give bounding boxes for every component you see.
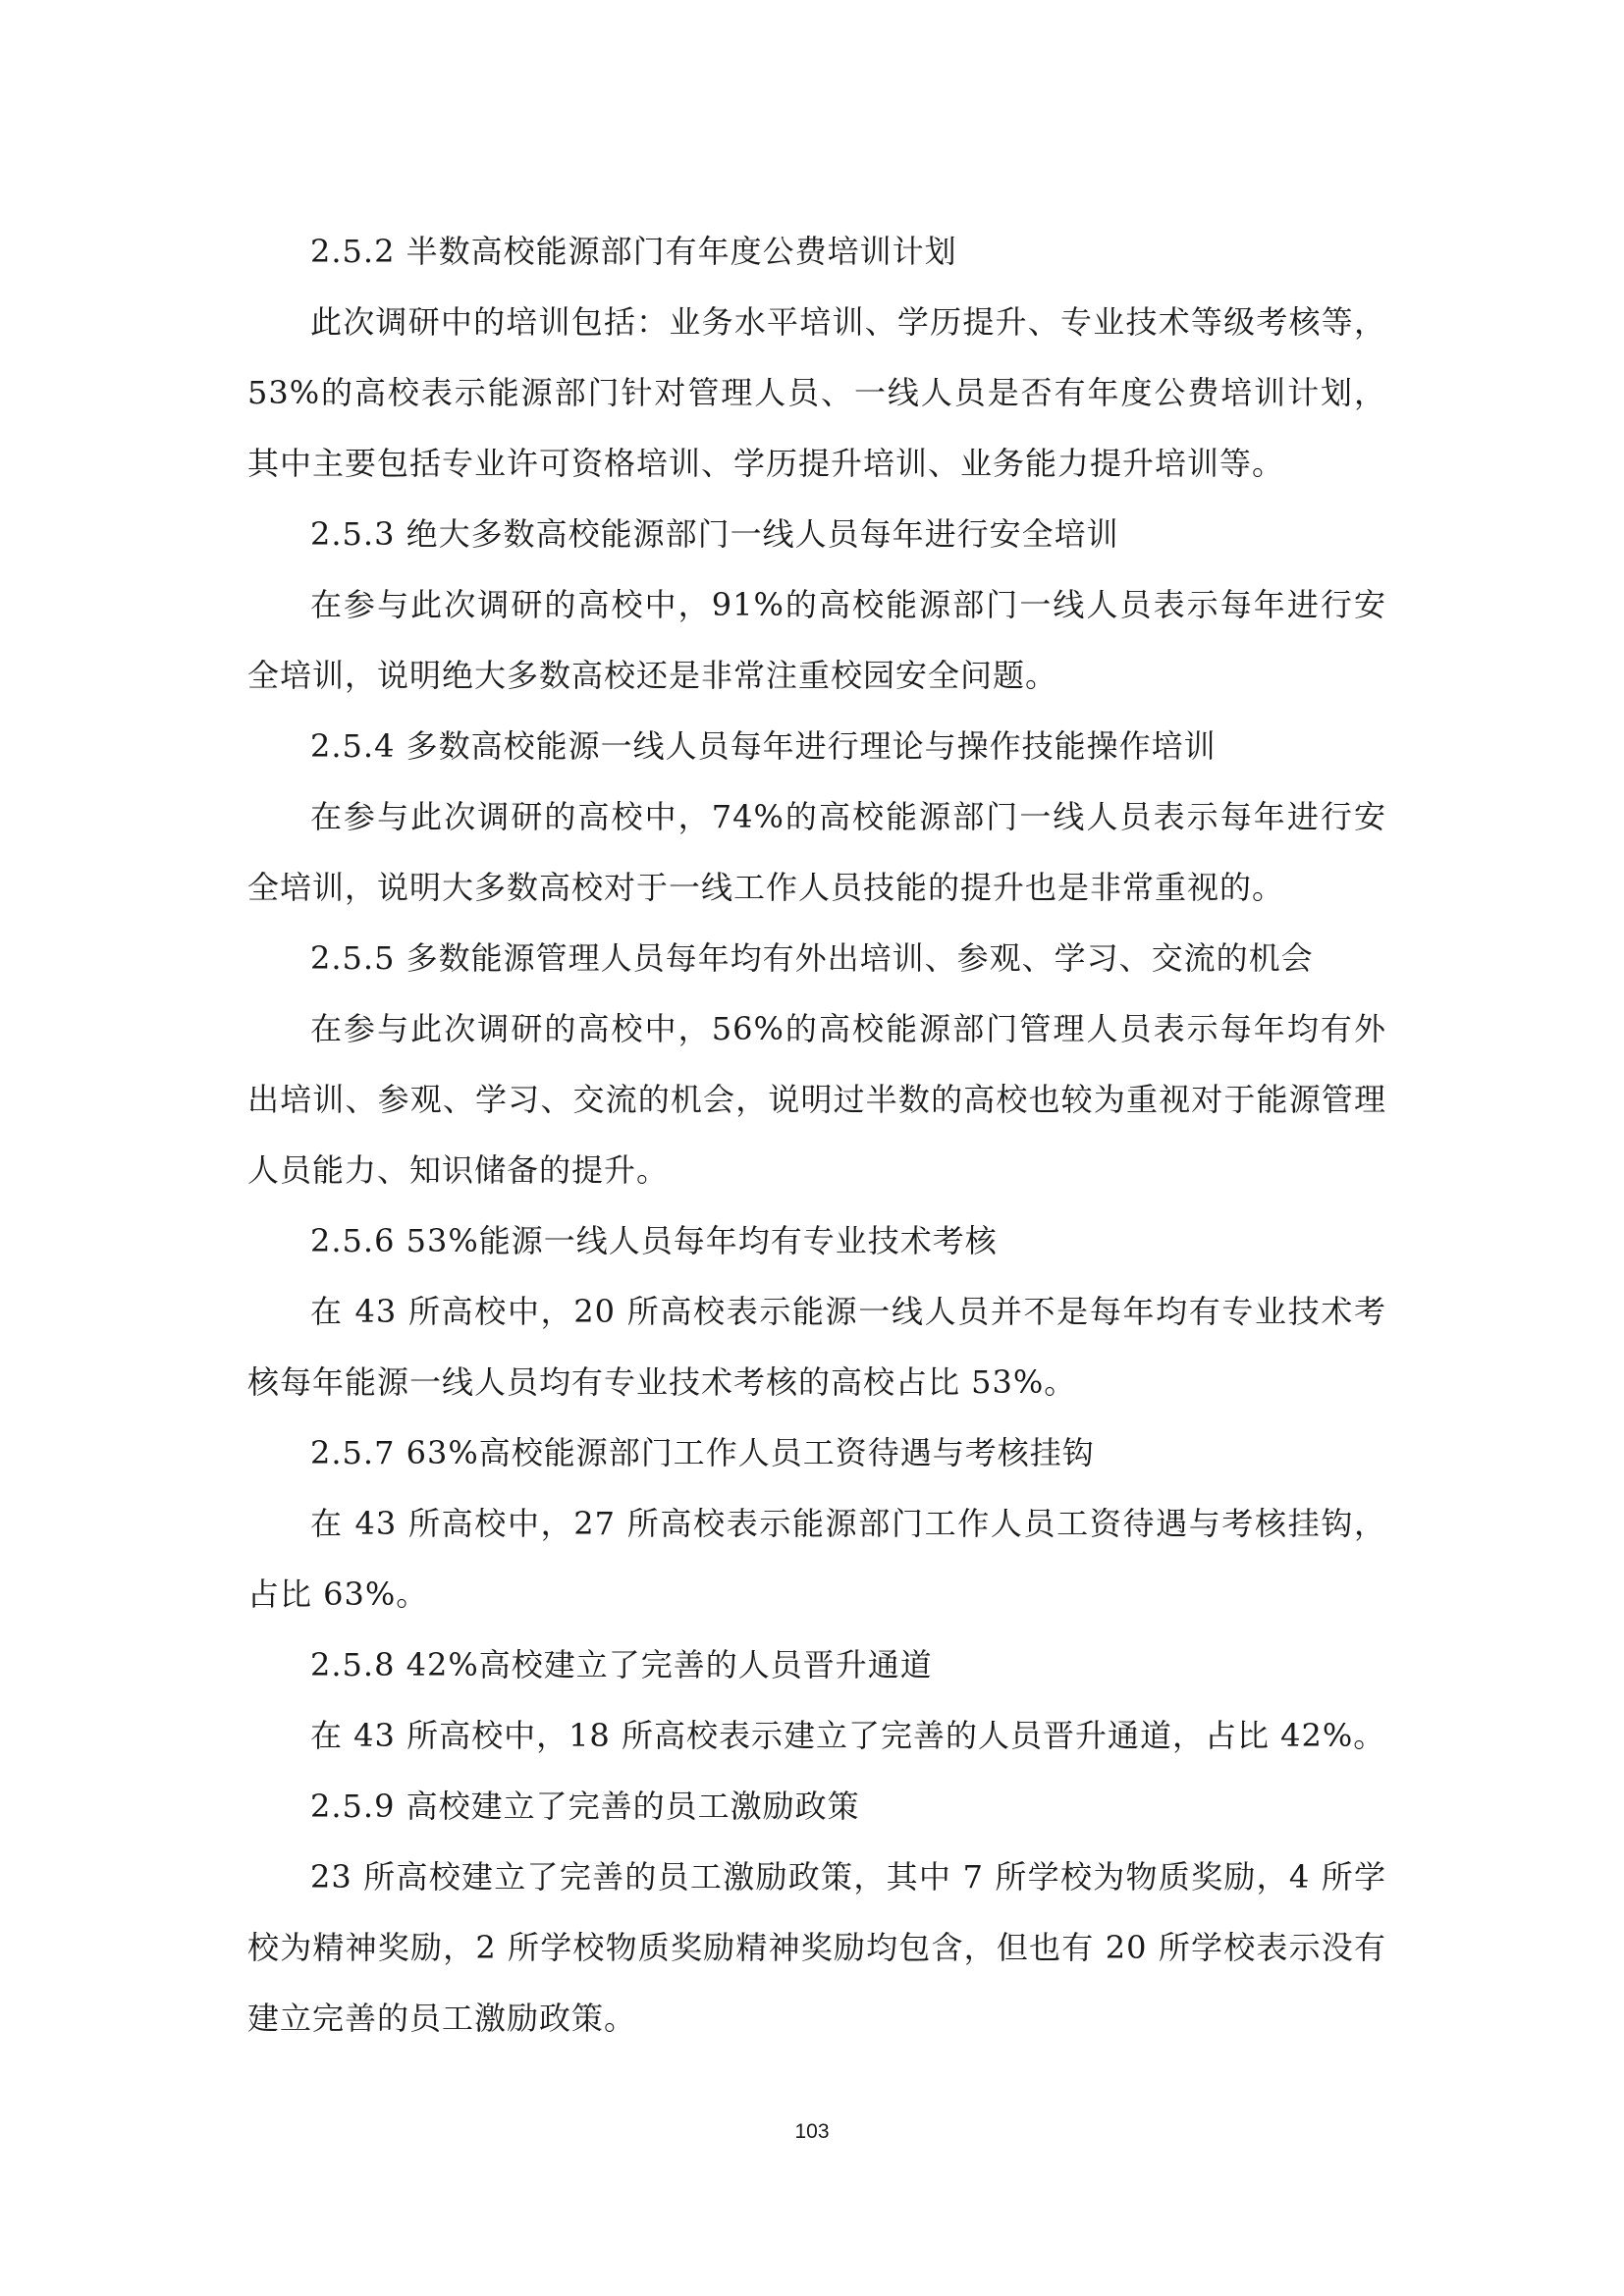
section-paragraph: 在参与此次调研的高校中，74%的高校能源部门一线人员表示每年进行安全培训，说明大多数高校对于一线工作人员技能的提升也是非常重视的。 [247,798,1386,906]
section-paragraph: 在参与此次调研的高校中，56%的高校能源部门管理人员表示每年均有外出培训、参观、学习、交流的机会，说明过半数的高校也较为重视对于能源管理人员能力、知识储备的提升。 [247,1010,1386,1189]
section-paragraph: 在 43 所高校中，18 所高校表示建立了完善的人员晋升通道，占比 42%。 [310,1717,1386,1754]
section-heading: 2.5.4 多数高校能源一线人员每年进行理论与操作技能操作培训 [310,727,1217,765]
section-2-5-3 [247,499,1386,711]
section-2-5-8 [247,1629,1386,1771]
page-body [247,216,1386,2054]
section-2-5-9 [247,1771,1386,2054]
section-paragraph: 此次调研中的培训包括：业务水平培训、学历提升、专业技术等级考核等，53%的高校表示能源部门针对管理人员、一线人员是否有年度公费培训计划，其中主要包括专业许可资格培训、学历提升培训、业务能力提升培训等。 [247,303,1386,482]
section-2-5-2 [247,216,1386,499]
section-heading: 2.5.6 53%能源一线人员每年均有专业技术考核 [310,1222,998,1259]
section-heading: 2.5.8 42%高校建立了完善的人员晋升通道 [310,1646,933,1683]
section-paragraph: 在 43 所高校中，20 所高校表示能源一线人员并不是每年均有专业技术考核每年能源一线人员均有专业技术考核的高校占比 53%。 [247,1293,1386,1401]
section-2-5-7 [247,1417,1386,1629]
section-heading: 2.5.7 63%高校能源部门工作人员工资待遇与考核挂钩 [310,1434,1095,1471]
section-heading: 2.5.2 半数高校能源部门有年度公费培训计划 [310,233,957,270]
page-number: 103 [794,2120,830,2143]
section-paragraph: 23 所高校建立了完善的员工激励政策，其中 7 所学校为物质奖励，4 所学校为精神奖励，2 所学校物质奖励精神奖励均包含，但也有 20 所学校表示没有建立完善的员工激励政策。 [247,1858,1386,2037]
section-paragraph: 在 43 所高校中，27 所高校表示能源部门工作人员工资待遇与考核挂钩，占比 63%。 [247,1505,1386,1613]
section-heading: 2.5.5 多数能源管理人员每年均有外出培训、参观、学习、交流的机会 [310,939,1314,977]
section-2-5-6 [247,1205,1386,1417]
section-2-5-5 [247,923,1386,1205]
section-heading: 2.5.3 绝大多数高校能源部门一线人员每年进行安全培训 [310,515,1119,553]
section-2-5-4 [247,711,1386,923]
section-heading: 2.5.9 高校建立了完善的员工激励政策 [310,1788,860,1825]
section-paragraph: 在参与此次调研的高校中，91%的高校能源部门一线人员表示每年进行安全培训，说明绝大多数高校还是非常注重校园安全问题。 [247,586,1386,694]
